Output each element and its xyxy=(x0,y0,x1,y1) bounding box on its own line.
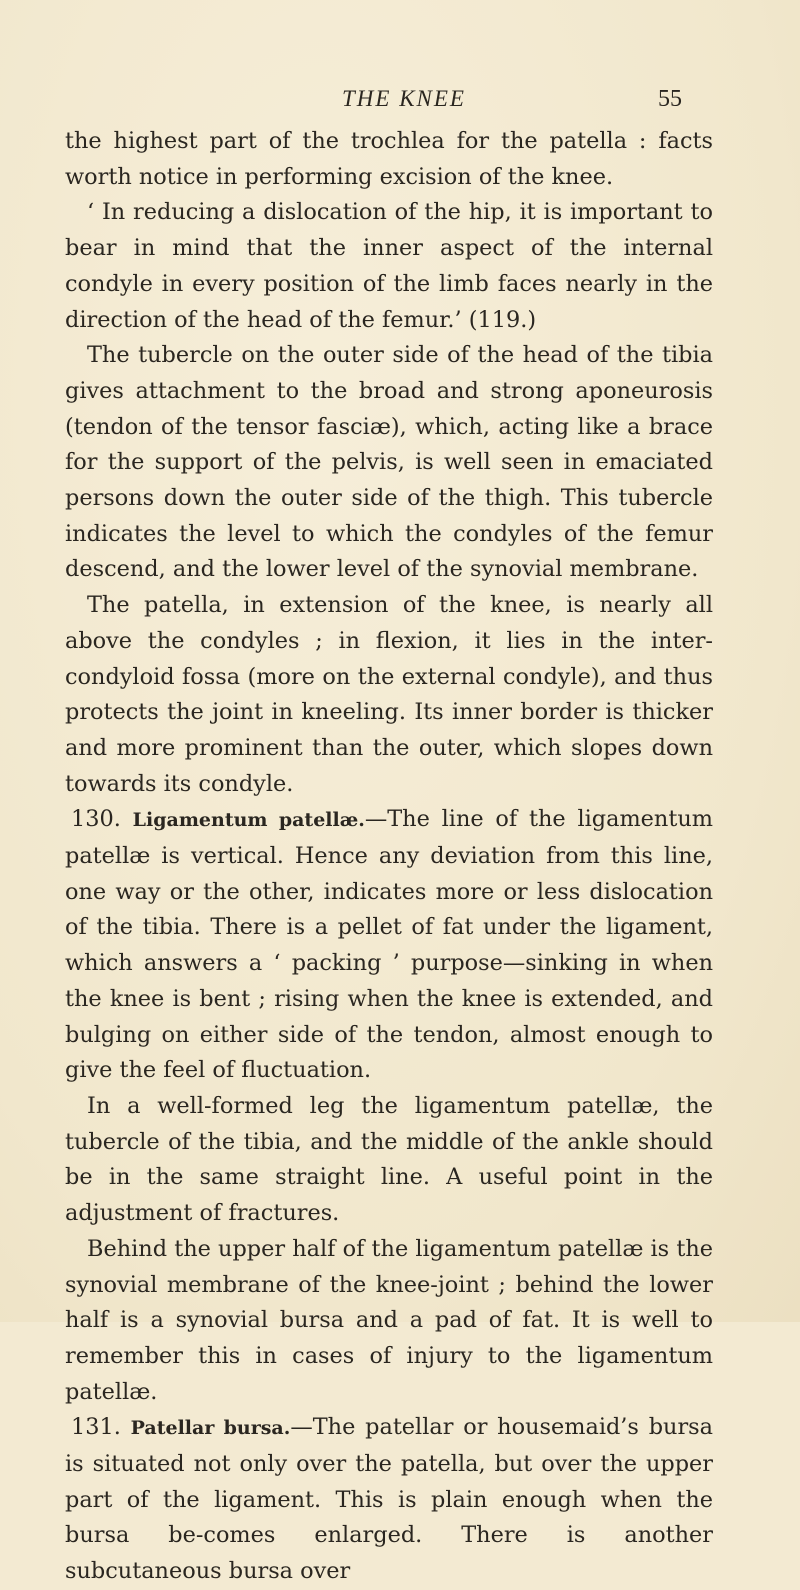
section-number: 130. xyxy=(71,806,121,833)
page-number: 55 xyxy=(658,86,682,112)
paragraph: In a well-formed leg the ligamentum patellæ, the tubercle of the tibia, and the middle of the ankle should be in the same straight line. A useful point in the adjustment of fractures. xyxy=(65,1092,713,1227)
section-paragraph xyxy=(65,1410,713,1590)
section-text: —The patellar or housemaid’s bursa is situated not only over the patella, but over the upper part of the ligament. This is plain enough when the bursa be-comes enlarged. There is another subcutaneous bursa over xyxy=(65,1414,713,1585)
paragraph: the highest part of the trochlea for the patella : facts worth notice in performing excision of the knee. xyxy=(65,128,713,190)
paragraph: Behind the upper half of the ligamentum patellæ is the synovial membrane of the knee-joint ; behind the lower half is a synovial bursa and a pad of fat. It is well to remember this in cases of injury to the ligamentum patellæ. xyxy=(65,1235,713,1405)
section-paragraph xyxy=(65,802,713,1089)
paragraph: The tubercle on the outer side of the head of the tibia gives attachment to the broad and strong aponeurosis (tendon of the tensor fasciæ), which, acting like a brace for the support of the pelvis, is well seen in emaciated persons down the outer side of the thigh. This tubercle indicates the level to which the condyles of the femur descend, and the lower level of the synovial membrane. xyxy=(65,342,713,583)
section-heading: Patellar bursa. xyxy=(130,1417,291,1440)
page-body xyxy=(65,124,713,1590)
section-number: 131. xyxy=(71,1414,121,1441)
section-text: —The line of the ligamentum patellæ is vertical. Hence any deviation from this line, one way or the other, indicates more or less dislocation of the tibia. There is a pellet of fat under the ligament, which answers a ‘ packing ’ purpose—sinking in when the knee is bent ; rising when the knee is extended, and bulging on either side of the tendon, almost enough to give the feel of fluctuation. xyxy=(65,806,713,1084)
paragraph: ‘ In reducing a dislocation of the hip, it is important to bear in mind that the inner aspect of the internal condyle in every position of the limb faces nearly in the direction of the head of the femur.’ (119.) xyxy=(65,199,713,333)
page-header xyxy=(0,86,800,126)
running-head: THE KNEE xyxy=(342,86,466,111)
paragraph: The patella, in extension of the knee, is nearly all above the condyles ; in flexion, it lies in the inter-condyloid fossa (more on the external condyle), and thus protects the joint in kneeling. Its inner border is thicker and more prominent than the outer, which slopes down towards its condyle. xyxy=(65,592,713,797)
section-heading: Ligamentum patellæ. xyxy=(132,809,365,832)
